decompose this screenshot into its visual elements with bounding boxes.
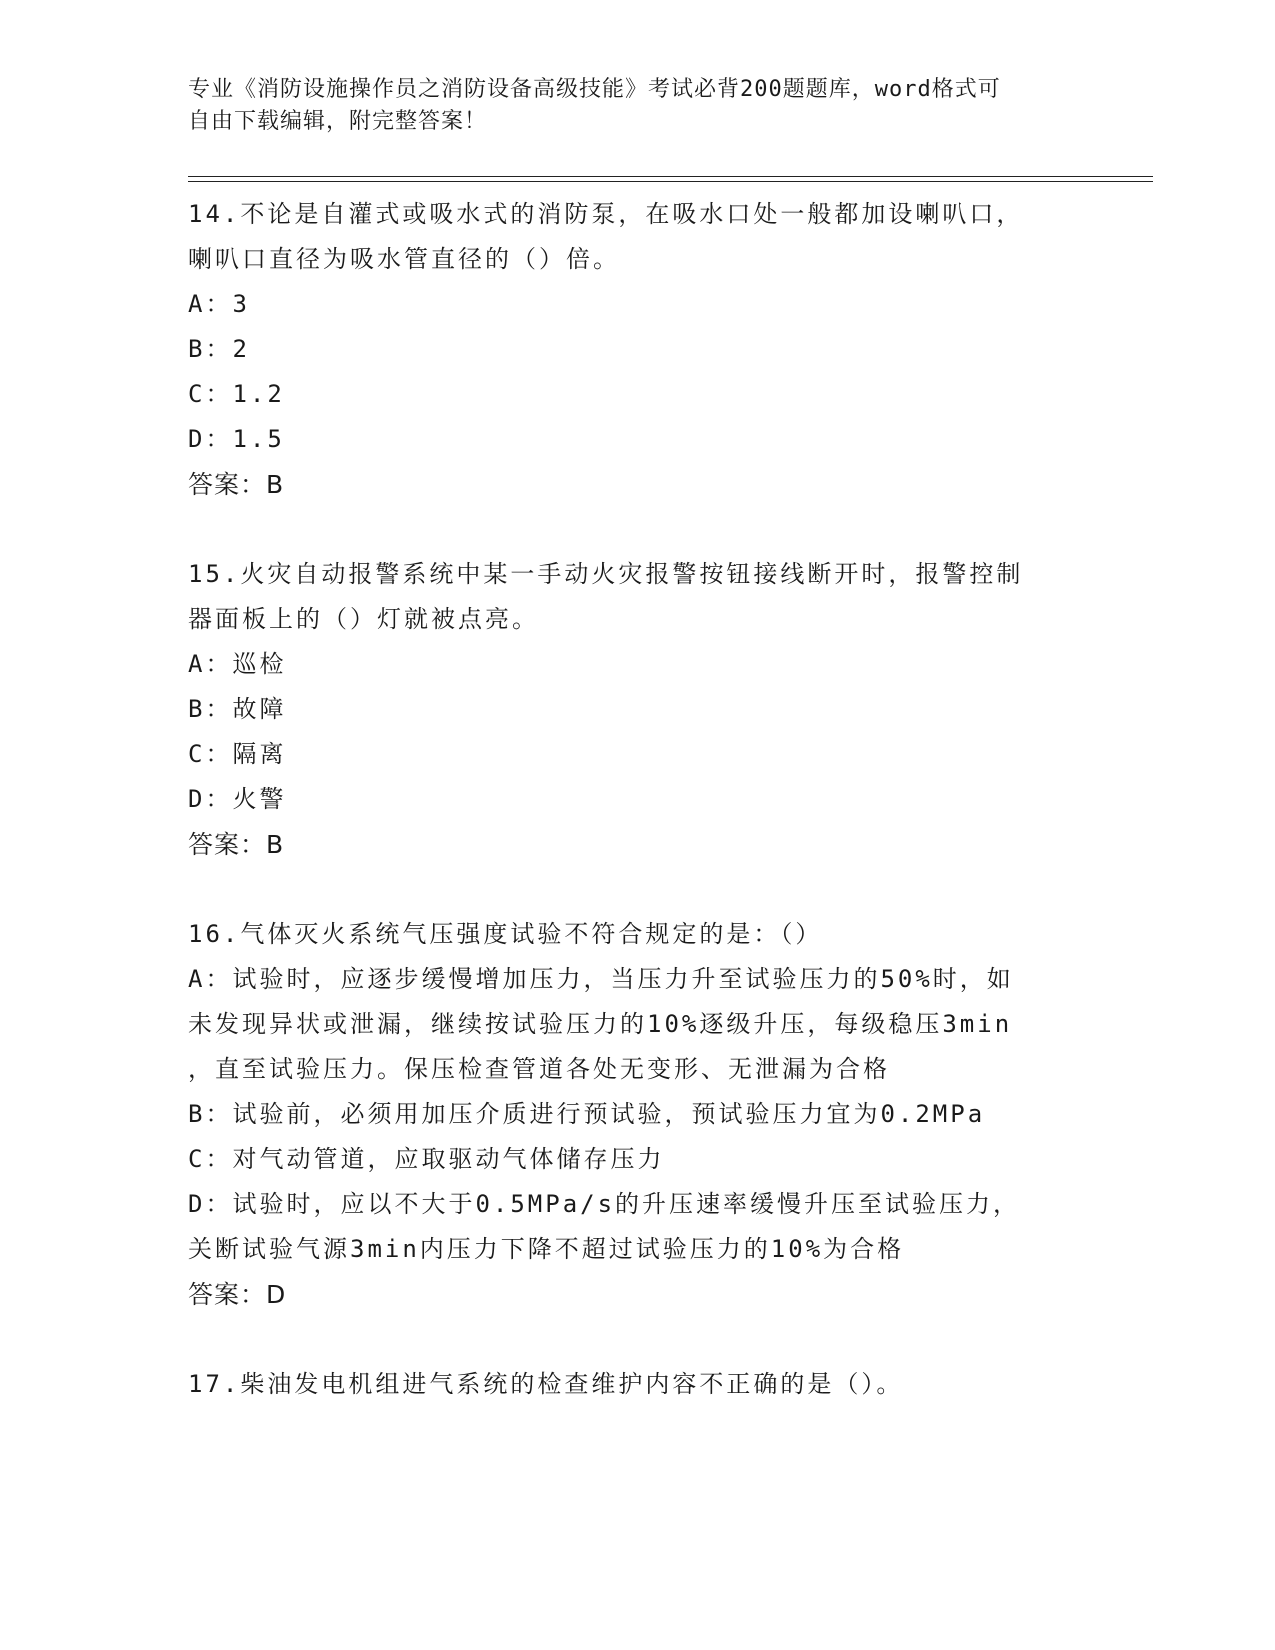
- option-d: D：试验时，应以不大于0.5MPa/s的升压速率缓慢升压至试验压力，: [188, 1190, 1021, 1218]
- question-17: [188, 1362, 1088, 1407]
- answer: 答案：B: [188, 470, 285, 499]
- option-a-continued: ，直至试验压力。保压检查管道各处无变形、无泄漏为合格: [188, 1055, 890, 1083]
- option-d-continued: 关断试验气源3min内压力下降不超过试验压力的10%为合格: [188, 1235, 905, 1263]
- document-header: [188, 74, 1088, 138]
- option-a-continued: 未发现异状或泄漏，继续按试验压力的10%逐级升压，每级稳压3min: [188, 1010, 1013, 1038]
- option-a: A：巡检: [188, 650, 287, 678]
- option-d: D：1.5: [188, 425, 285, 453]
- option-b: B：试验前，必须用加压介质进行预试验，预试验压力宜为0.2MPa: [188, 1100, 986, 1128]
- option-d: D：火警: [188, 785, 287, 813]
- question-text-line: 14.不论是自灌式或吸水式的消防泵，在吸水口处一般都加设喇叭口，: [188, 200, 1024, 228]
- header-line-2: 自由下载编辑，附完整答案！: [188, 109, 488, 134]
- header-rule-bottom: [188, 181, 1153, 182]
- question-14: [188, 192, 1088, 507]
- question-text-line: 15.火灾自动报警系统中某一手动火灾报警按钮接线断开时，报警控制: [188, 560, 1024, 588]
- question-text-line: 16.气体灭火系统气压强度试验不符合规定的是：（）: [188, 920, 823, 948]
- answer: 答案：B: [188, 830, 285, 859]
- option-a: A：试验时，应逐步缓慢增加压力，当压力升至试验压力的50%时，如: [188, 965, 1014, 993]
- option-b: B：2: [188, 335, 250, 363]
- question-16: [188, 912, 1088, 1317]
- option-c: C：对气动管道，应取驱动气体储存压力: [188, 1145, 665, 1173]
- header-rule-top: [188, 176, 1153, 177]
- question-text-line: 器面板上的（）灯就被点亮。: [188, 605, 539, 633]
- header-line-1: 专业《消防设施操作员之消防设备高级技能》考试必背200题题库，word格式可: [188, 77, 1001, 102]
- option-c: C：隔离: [188, 740, 287, 768]
- question-text-line: 17.柴油发电机组进气系统的检查维护内容不正确的是（）。: [188, 1370, 904, 1398]
- question-text-line: 喇叭口直径为吸水管直径的（）倍。: [188, 245, 620, 273]
- option-a: A：3: [188, 290, 250, 318]
- option-b: B：故障: [188, 695, 287, 723]
- option-c: C：1.2: [188, 380, 285, 408]
- question-list: [188, 192, 1088, 1407]
- answer: 答案：D: [188, 1280, 287, 1309]
- question-15: [188, 552, 1088, 867]
